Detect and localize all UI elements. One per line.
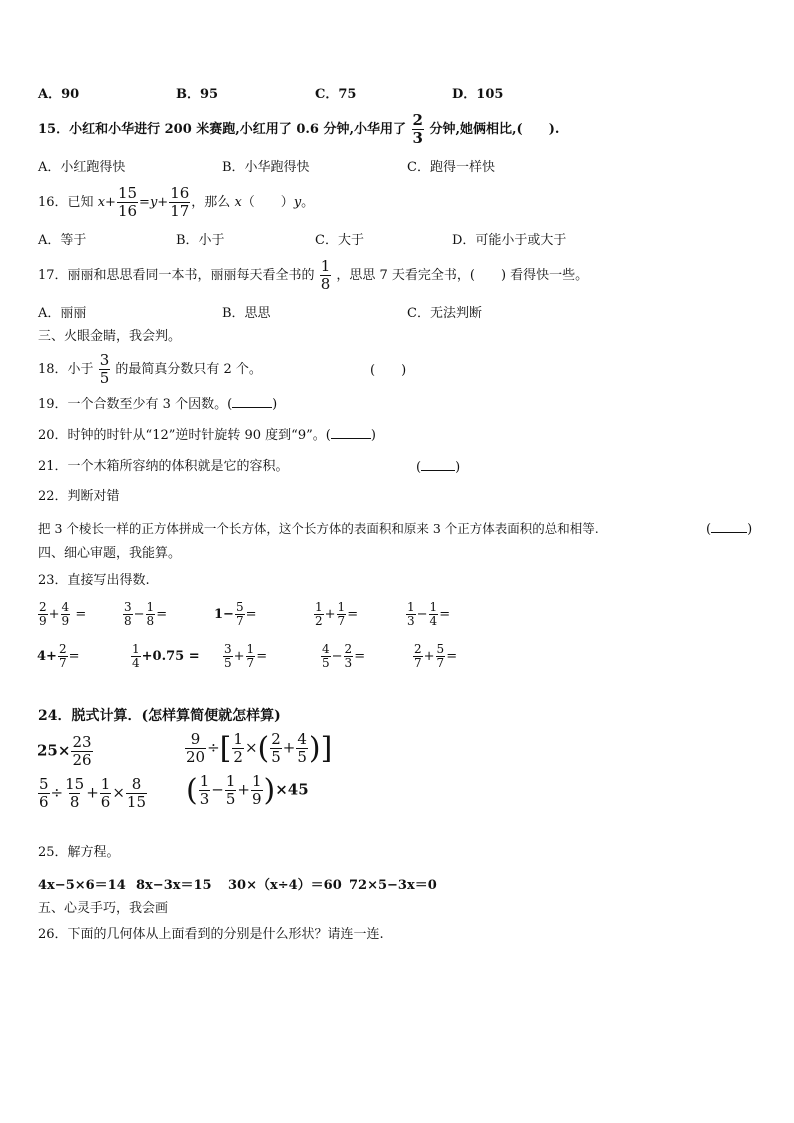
numerator: 5 — [436, 642, 445, 656]
equals-sign: = — [256, 649, 268, 664]
q24-a-whole: 25× — [37, 741, 71, 760]
q23-item — [313, 601, 358, 628]
whole-number: 1 — [214, 607, 224, 622]
numerator: 3 — [224, 642, 232, 656]
numerator: 2 — [412, 111, 423, 129]
denominator: 8 — [320, 275, 331, 293]
numerator: 1 — [225, 772, 236, 790]
whole-number: 4 — [37, 649, 47, 664]
q23-item — [214, 601, 257, 628]
paren-open: ( — [257, 731, 270, 766]
equals-sign: = — [139, 195, 150, 210]
var-x: x — [234, 195, 242, 210]
answer-blank[interactable] — [232, 395, 272, 408]
denominator: 9 — [61, 614, 70, 628]
q21-text: 21．一个木箱所容纳的体积就是它的容积。 — [38, 459, 289, 474]
q16-mid-text: ，那么 — [191, 195, 231, 210]
question-21 — [38, 458, 289, 476]
plus-sign: + — [105, 195, 116, 210]
q17-option-a: A．丽丽 — [38, 306, 87, 321]
denominator: 9 — [39, 614, 47, 628]
numerator: 3 — [124, 600, 132, 614]
q19-text: 19．一个合数至少有 3 个因数。 — [38, 397, 228, 412]
equals-sign: = — [446, 649, 458, 664]
numerator: 1 — [132, 642, 140, 656]
numerator: 5 — [39, 775, 49, 793]
fraction — [146, 601, 156, 628]
q16-fraction-1 — [117, 185, 138, 220]
fraction — [321, 643, 331, 670]
q16-end: 。 — [301, 195, 315, 210]
numerator: 2 — [271, 730, 281, 748]
bracket-open: [ — [219, 731, 232, 766]
denominator: 17 — [170, 202, 190, 220]
fraction — [123, 601, 133, 628]
operator: + — [237, 780, 250, 799]
operator: − — [331, 649, 343, 664]
question-20: 20．时钟的时针从“12”逆时针旋转 90 度到“9”。( ) — [38, 428, 376, 443]
question-23: 23．直接写出得数. — [38, 573, 150, 588]
q23-item — [320, 643, 365, 670]
question-16 — [38, 185, 314, 220]
question-17 — [38, 258, 588, 293]
operator: − — [416, 607, 428, 622]
operator: − — [133, 607, 145, 622]
fraction — [344, 643, 354, 670]
fraction — [436, 643, 446, 670]
section-4-heading: 四、细心审题，我能算。 — [38, 546, 182, 561]
denominator: 4 — [429, 614, 438, 628]
fraction — [223, 643, 233, 670]
q14-option-a: A．90 — [38, 87, 80, 102]
q15-text-prefix: 15．小红和小华进行 200 米赛跑,小红用了 0.6 分钟,小华用了 — [38, 122, 406, 137]
bracket-close: ] — [320, 731, 333, 766]
q23-item — [122, 601, 167, 628]
q15-text-suffix: 分钟,她俩相比,( ). — [429, 122, 560, 137]
q14-option-b: B．95 — [176, 87, 219, 102]
q20-text: 20．时钟的时针从“12”逆时针旋转 90 度到“9”。 — [38, 428, 326, 443]
q23-item — [37, 643, 80, 670]
operator: + — [423, 649, 435, 664]
question-25: 25．解方程。 — [38, 845, 120, 860]
fraction — [61, 601, 71, 628]
denominator: 2 — [315, 614, 323, 628]
denominator: 3 — [412, 129, 423, 147]
denominator: 7 — [58, 656, 67, 670]
q16-option-b: B．小于 — [176, 233, 225, 248]
q24-item-b — [184, 731, 332, 766]
denominator: 5 — [99, 369, 110, 387]
fraction — [296, 731, 308, 766]
equals-sign: = — [439, 607, 451, 622]
fraction — [246, 643, 256, 670]
fraction — [58, 643, 68, 670]
question-24: 24．脱式计算．(怎样算简便就怎样算) — [38, 708, 281, 724]
denominator: 6 — [100, 793, 111, 811]
numerator: 1 — [246, 642, 255, 656]
q18-suffix: 的最简真分数只有 2 个。 — [115, 362, 262, 377]
fraction — [131, 643, 141, 670]
q24-d-tail: ×45 — [275, 780, 309, 799]
numerator: 23 — [72, 733, 92, 751]
numerator: 15 — [65, 775, 85, 793]
operator: + — [282, 738, 296, 757]
equals-sign: = — [156, 607, 168, 622]
var-x: x — [97, 195, 106, 210]
q25-equation: 72×5−3x＝0 — [349, 878, 437, 893]
operator: − — [211, 780, 224, 799]
q17-suffix: ，思思 7 天看完全书，( ) 看得快一些。 — [336, 268, 589, 283]
numerator: 16 — [170, 184, 190, 202]
denominator: 5 — [322, 656, 330, 670]
section-3-heading: 三、火眼金睛，我会判。 — [38, 329, 182, 344]
q17-option-c: C．无法判断 — [407, 306, 482, 321]
q23-item — [130, 643, 200, 670]
q25-equation: 30×（x÷4）＝60 — [228, 878, 342, 893]
paren-open: ( — [186, 773, 198, 808]
plus-sign: + — [157, 195, 169, 210]
numerator: 1 — [315, 600, 323, 614]
fraction — [406, 601, 416, 628]
q24-item-d — [186, 773, 309, 808]
equals-sign: = — [347, 607, 359, 622]
q18-answer-blank[interactable]: ( ) — [370, 363, 407, 378]
q18-fraction — [99, 352, 111, 387]
numerator: 1 — [429, 600, 438, 614]
denominator: 3 — [407, 614, 415, 628]
denominator: 2 — [233, 748, 243, 766]
question-26: 26．下面的几何体从上面看到的分别是什么形状？请连一连. — [38, 927, 384, 942]
fraction — [225, 773, 237, 808]
fraction — [235, 601, 245, 628]
operator: + — [233, 649, 245, 664]
numerator: 4 — [322, 642, 330, 656]
fraction — [337, 601, 347, 628]
denominator: 9 — [251, 790, 262, 808]
fraction — [126, 776, 147, 811]
answer-blank[interactable] — [331, 426, 371, 439]
fraction — [429, 601, 439, 628]
denominator: 5 — [225, 790, 236, 808]
denominator: 7 — [235, 614, 244, 628]
operator: + — [86, 783, 99, 802]
q16-option-d: D．可能小于或大于 — [452, 233, 567, 248]
question-19: 19．一个合数至少有 3 个因数。( ) — [38, 397, 278, 412]
question-22: 22．判断对错 — [38, 489, 120, 504]
numerator: 2 — [414, 642, 422, 656]
denominator: 7 — [337, 614, 346, 628]
numerator: 2 — [344, 642, 353, 656]
fraction — [185, 731, 206, 766]
equals-sign: = — [75, 607, 87, 622]
q22-answer-blank[interactable]: ( ) — [706, 522, 753, 537]
q17-option-b: B．思思 — [222, 306, 271, 321]
q25-equation: 8x−3x＝15 — [136, 878, 212, 893]
q15-fraction — [412, 112, 424, 147]
answer-blank[interactable]: （ ） — [241, 195, 294, 210]
var-y: y — [149, 195, 158, 210]
denominator: 5 — [297, 748, 307, 766]
operator: + — [46, 649, 57, 664]
denominator: 3 — [344, 656, 353, 670]
q18-prefix: 18．小于 — [38, 362, 94, 377]
q23-item — [222, 643, 267, 670]
q24-item-a — [37, 734, 94, 769]
numerator: 9 — [190, 730, 201, 748]
numerator: 1 — [320, 257, 331, 275]
fraction — [413, 643, 423, 670]
denominator: 7 — [246, 656, 255, 670]
operator: − — [223, 607, 234, 622]
numerator: 1 — [199, 772, 210, 790]
fraction — [71, 734, 92, 769]
question-18 — [38, 352, 262, 387]
numerator: 5 — [235, 600, 244, 614]
q17-fraction — [320, 258, 332, 293]
q16-option-a: A．等于 — [38, 233, 87, 248]
operator: ÷ — [50, 783, 64, 802]
numerator: 2 — [58, 642, 67, 656]
equals-sign: = — [354, 649, 366, 664]
q17-prefix: 17．丽丽和思思看同一本书，丽丽每天看全书的 — [38, 268, 315, 283]
numerator: 1 — [233, 730, 243, 748]
numerator: 4 — [297, 730, 307, 748]
q23-item — [37, 601, 86, 628]
denominator: 3 — [199, 790, 210, 808]
q16-prefix: 16．已知 — [38, 195, 94, 210]
denominator: 26 — [72, 751, 92, 769]
fraction — [100, 776, 112, 811]
denominator: 7 — [414, 656, 422, 670]
numerator: 1 — [407, 600, 415, 614]
numerator: 15 — [117, 184, 138, 202]
denominator: 6 — [39, 793, 49, 811]
denominator: 8 — [146, 614, 155, 628]
q23-item — [405, 601, 450, 628]
q16-fraction-2 — [169, 185, 190, 220]
numerator: 1 — [251, 772, 262, 790]
q15-option-b: B．小华跑得快 — [222, 160, 310, 175]
denominator: 5 — [271, 748, 281, 766]
denominator: 15 — [126, 793, 147, 811]
numerator: 4 — [61, 600, 70, 614]
fraction — [38, 776, 50, 811]
section-5-heading: 五、心灵手巧，我会画 — [38, 901, 169, 916]
q14-option-d: D．105 — [452, 87, 504, 102]
q14-option-c: C．75 — [315, 87, 357, 102]
fraction — [199, 773, 211, 808]
denominator: 20 — [186, 748, 206, 766]
operator: ÷ — [207, 738, 220, 757]
q23-item — [412, 643, 457, 670]
operator: + — [324, 607, 336, 622]
paren-close: ) — [308, 731, 321, 766]
denominator: 8 — [69, 793, 80, 811]
fraction — [64, 776, 85, 811]
denominator: 7 — [436, 656, 445, 670]
q21-answer-blank[interactable]: ( ) — [416, 460, 461, 475]
numerator: 1 — [100, 775, 111, 793]
denominator: 16 — [117, 202, 138, 220]
question-15 — [38, 112, 559, 147]
numerator: 1 — [337, 600, 346, 614]
var-y: y — [293, 195, 302, 210]
operator: × — [112, 783, 125, 802]
denominator: 5 — [224, 656, 232, 670]
fraction — [38, 601, 48, 628]
equals-sign: = — [245, 607, 257, 622]
denominator: 8 — [124, 614, 132, 628]
q15-option-a: A．小红跑得快 — [38, 160, 126, 175]
operator: + — [48, 607, 60, 622]
q23-tail: +0.75 = — [141, 649, 200, 664]
fraction — [314, 601, 324, 628]
q25-equation: 4x−5×6＝14 — [38, 878, 126, 893]
q24-item-c — [37, 776, 148, 811]
numerator: 3 — [99, 351, 110, 369]
q15-option-c: C．跑得一样快 — [407, 160, 495, 175]
numerator: 1 — [146, 600, 155, 614]
fraction — [270, 731, 282, 766]
operator: × — [244, 738, 258, 757]
fraction — [251, 773, 263, 808]
q16-option-c: C．大于 — [315, 233, 364, 248]
equals-sign: = — [68, 649, 80, 664]
numerator: 8 — [131, 775, 142, 793]
question-22-body: 把 3 个棱长一样的正方体拼成一个长方体，这个长方体的表面积和原来 3 个正方体表面积的总和相等. — [38, 521, 599, 536]
denominator: 4 — [132, 656, 140, 670]
fraction — [232, 731, 244, 766]
paren-close: ) — [263, 773, 276, 808]
numerator: 2 — [39, 600, 47, 614]
